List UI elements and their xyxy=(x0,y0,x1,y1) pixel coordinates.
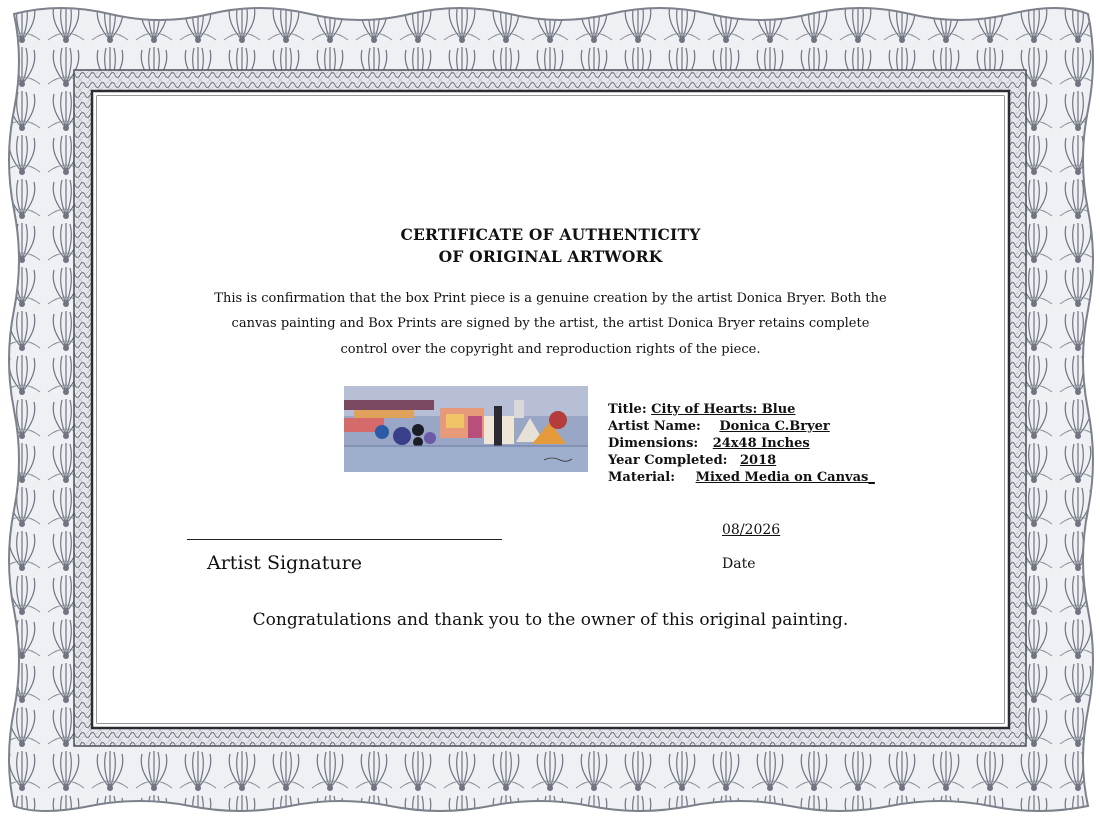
confirmation-text-line3: control over the copyright and reproduction rights of the piece. xyxy=(340,342,761,357)
signature-label: Artist Signature xyxy=(207,552,362,574)
signature-line xyxy=(187,539,502,540)
detail-title-row xyxy=(608,401,875,418)
detail-title-value: City of Hearts: Blue xyxy=(651,402,796,417)
artwork-thumbnail xyxy=(344,386,588,472)
detail-artist-row xyxy=(608,418,875,435)
detail-year-label: Year Completed: xyxy=(608,453,728,468)
certificate-title-line1: CERTIFICATE OF AUTHENTICITY xyxy=(400,225,701,244)
detail-title-label: Title: xyxy=(608,402,647,417)
confirmation-text-line2: canvas painting and Box Prints are signed by the artist, the artist Donica Bryer retains complete xyxy=(231,316,870,331)
confirmation-text-line1: This is confirmation that the box Print piece is a genuine creation by the artist Donica Bryer. Both the xyxy=(214,291,887,306)
date-value: 08/2026 xyxy=(722,522,781,538)
detail-material-value: Mixed Media on Canvas_ xyxy=(695,470,875,485)
detail-artist-value: Donica C.Bryer xyxy=(719,419,830,434)
detail-dimensions-label: Dimensions: xyxy=(608,436,699,451)
congratulations-text: Congratulations and thank you to the owner of this original painting. xyxy=(252,610,849,630)
detail-dimensions-row xyxy=(608,435,875,452)
detail-artist-label: Artist Name: xyxy=(608,419,701,434)
detail-year-value: 2018 xyxy=(740,453,777,468)
certificate-panel xyxy=(97,96,1004,723)
artwork-details xyxy=(608,401,875,486)
detail-material-row xyxy=(608,469,875,486)
detail-year-row xyxy=(608,452,875,469)
detail-dimensions-value: 24x48 Inches xyxy=(712,436,810,451)
certificate-title-line2: OF ORIGINAL ARTWORK xyxy=(438,247,663,266)
detail-material-label: Material: xyxy=(608,470,676,485)
date-label: Date xyxy=(722,556,756,572)
